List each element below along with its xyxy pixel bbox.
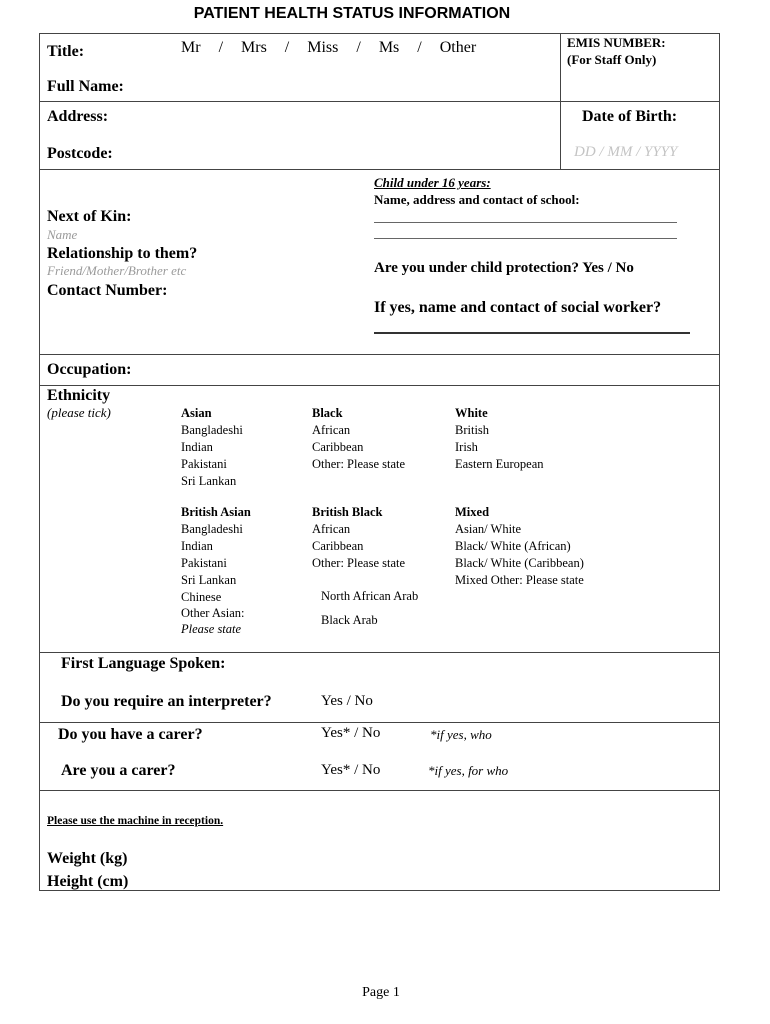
next-of-kin-label: Next of Kin: (47, 208, 132, 225)
dob-label: Date of Birth: (582, 108, 678, 125)
emis-label: EMIS NUMBER: (567, 35, 666, 50)
social-worker-line[interactable] (374, 332, 690, 334)
form-title: PATIENT HEALTH STATUS INFORMATION (193, 5, 511, 22)
ethnicity-group-white (455, 405, 544, 473)
address-label: Address: (47, 108, 109, 125)
ethnicity-option[interactable]: Pakistani (181, 457, 227, 471)
interpreter-options[interactable]: Yes / No (321, 693, 373, 709)
ethnicity-heading: Mixed (455, 505, 490, 519)
relationship-label: Relationship to them? (47, 245, 198, 262)
table-border-top (39, 33, 720, 34)
ethnicity-option[interactable]: Bangladeshi (181, 522, 243, 536)
child-protection-question[interactable]: Are you under child protection? Yes / No (374, 260, 634, 276)
page-number: Page 1 (362, 985, 400, 1000)
school-line[interactable] (374, 222, 677, 223)
first-language-label: First Language Spoken: (61, 655, 226, 672)
ethnicity-option[interactable]: Bangladeshi (181, 423, 243, 437)
ethnicity-option[interactable]: African (312, 522, 351, 536)
title-options[interactable] (181, 39, 476, 57)
ethnicity-option[interactable]: Other Asian: (181, 606, 245, 620)
title-option-miss[interactable]: Miss (307, 39, 339, 56)
ethnicity-option[interactable]: Indian (181, 440, 213, 454)
ethnicity-option[interactable]: Other: Please state (312, 457, 406, 471)
ethnicity-heading: Black (312, 406, 343, 420)
section-divider (39, 354, 720, 355)
section-divider (39, 790, 720, 791)
full-name-label: Full Name: (47, 78, 124, 95)
dob-field[interactable]: DD / MM / YYYY (574, 144, 678, 160)
table-border-left (39, 33, 40, 891)
occupation-label: Occupation: (47, 361, 132, 378)
school-label: Name, address and contact of school: (374, 192, 580, 207)
title-separator: / (218, 39, 224, 56)
ethnicity-option[interactable]: Eastern European (455, 457, 544, 471)
ethnicity-option[interactable]: Mixed Other: Please state (455, 573, 584, 587)
height-label: Height (cm) (47, 873, 129, 890)
ethnicity-group-black (312, 405, 405, 473)
title-separator: / (356, 39, 361, 56)
title-label: Title: (47, 43, 85, 60)
section-divider (39, 722, 720, 723)
ethnicity-group-asian (181, 405, 243, 490)
ethnicity-option[interactable]: Black/ White (Caribbean) (455, 556, 584, 570)
table-border-right (719, 33, 720, 891)
contact-number-label: Contact Number: (47, 282, 168, 299)
ethnicity-heading: Asian (181, 406, 212, 420)
ethnicity-heading: White (455, 406, 488, 420)
ethnicity-option-black-arab[interactable]: Black Arab (321, 613, 378, 627)
ethnicity-option[interactable]: African (312, 423, 351, 437)
title-separator: / (417, 39, 422, 56)
are-carer-note: *if yes, for who (428, 763, 509, 778)
title-option-mr[interactable]: Mr (181, 39, 201, 56)
reception-machine-instruction: Please use the machine in reception. (47, 815, 224, 827)
ethnicity-option[interactable]: Pakistani (181, 556, 227, 570)
title-option-mrs[interactable]: Mrs (241, 39, 267, 56)
section-divider (39, 652, 720, 653)
interpreter-question: Do you require an interpreter? (61, 693, 272, 710)
emis-note: (For Staff Only) (567, 52, 657, 67)
ethnicity-option[interactable]: Caribbean (312, 440, 364, 454)
are-carer-options[interactable]: Yes* / No (321, 762, 381, 778)
have-carer-options[interactable]: Yes* / No (321, 725, 381, 741)
title-option-ms[interactable]: Ms (378, 39, 400, 56)
section-divider (39, 169, 720, 170)
ethnicity-group-british-asian (181, 504, 251, 638)
ethnicity-heading: British Black (312, 505, 383, 519)
social-worker-question: If yes, name and contact of social worker? (374, 299, 662, 316)
section-divider (39, 101, 720, 102)
ethnicity-group-mixed (455, 504, 584, 589)
ethnicity-option[interactable]: Chinese (181, 590, 222, 604)
ethnicity-option[interactable]: Other: Please state (312, 556, 406, 570)
relationship-hint[interactable]: Friend/Mother/Brother etc (47, 263, 187, 278)
ethnicity-hint: (please tick) (47, 405, 111, 420)
ethnicity-label: Ethnicity (47, 387, 111, 404)
ethnicity-option[interactable]: British (455, 423, 490, 437)
ethnicity-option[interactable]: Asian/ White (455, 522, 522, 536)
child-under-16-heading: Child under 16 years: (374, 175, 491, 190)
section-divider (39, 385, 720, 386)
ethnicity-option[interactable]: Caribbean (312, 539, 364, 553)
kin-name-hint[interactable]: Name (47, 227, 78, 242)
ethnicity-option[interactable]: Irish (455, 440, 478, 454)
have-carer-question: Do you have a carer? (58, 726, 203, 743)
ethnicity-option-note: Please state (181, 622, 242, 636)
have-carer-note: *if yes, who (430, 727, 492, 742)
are-carer-question: Are you a carer? (61, 762, 176, 779)
ethnicity-option-north-african-arab[interactable]: North African Arab (321, 589, 419, 603)
postcode-label: Postcode: (47, 145, 113, 162)
ethnicity-group-british-black (312, 504, 405, 572)
weight-label: Weight (kg) (47, 850, 128, 867)
ethnicity-option[interactable]: Indian (181, 539, 213, 553)
title-option-other[interactable]: Other (439, 39, 477, 56)
ethnicity-option[interactable]: Sri Lankan (181, 474, 237, 488)
ethnicity-option[interactable]: Sri Lankan (181, 573, 237, 587)
title-separator: / (284, 39, 290, 56)
school-line[interactable] (374, 238, 677, 239)
table-border-bottom (39, 890, 720, 891)
ethnicity-option[interactable]: Black/ White (African) (455, 539, 571, 553)
ethnicity-heading: British Asian (181, 505, 251, 519)
